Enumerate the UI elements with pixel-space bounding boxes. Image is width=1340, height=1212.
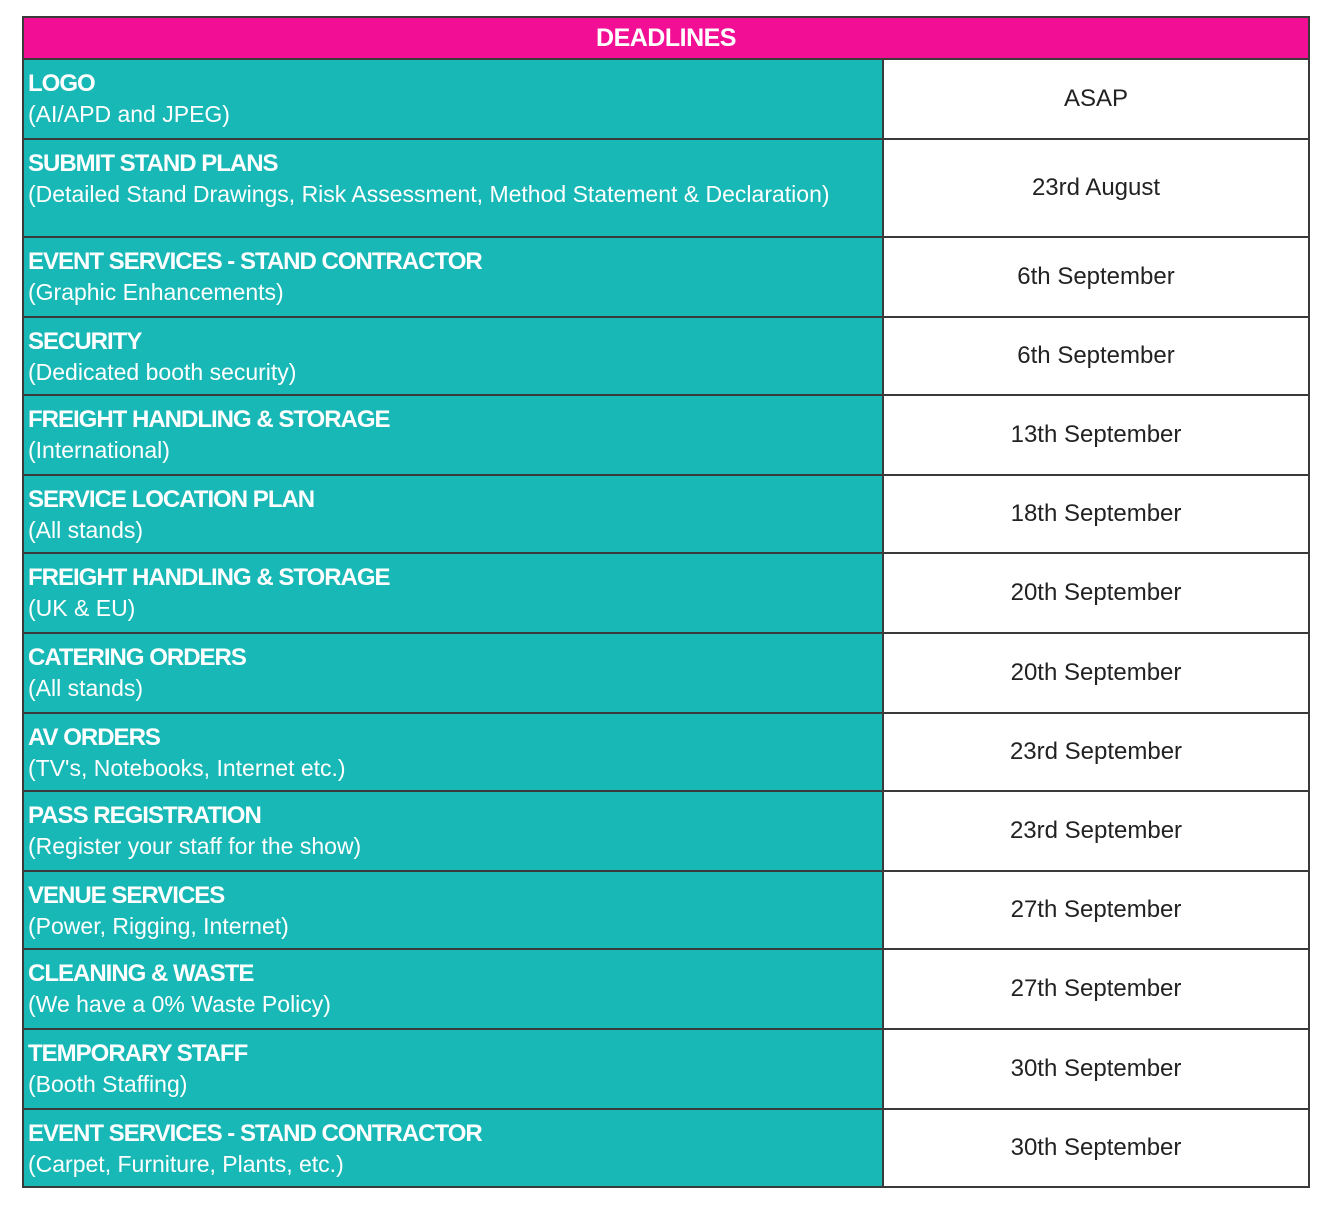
deadline-item-subtitle: (Dedicated booth security) (28, 359, 297, 385)
deadline-item-subtitle: (Carpet, Furniture, Plants, etc.) (28, 1151, 344, 1177)
deadlines-rows (23, 59, 1309, 1187)
deadline-item-subtitle: (Power, Rigging, Internet) (28, 913, 289, 939)
deadline-item-subtitle: (Booth Staffing) (28, 1071, 188, 1097)
deadline-date: 18th September (883, 475, 1309, 553)
deadline-item-title: CLEANING & WASTE (28, 960, 254, 987)
deadline-date: 23rd September (883, 713, 1309, 791)
table-row (23, 553, 1309, 633)
deadline-date: 23rd September (883, 791, 1309, 871)
deadline-item (23, 237, 883, 317)
deadline-item (23, 139, 883, 237)
table-row (23, 949, 1309, 1029)
deadline-item (23, 59, 883, 139)
deadline-date: 6th September (883, 317, 1309, 395)
deadline-item (23, 395, 883, 475)
deadline-date: 23rd August (883, 139, 1309, 237)
deadline-item (23, 475, 883, 553)
deadline-date: 13th September (883, 395, 1309, 475)
deadline-item-subtitle: (Detailed Stand Drawings, Risk Assessment, Method Statement & Declaration) (28, 181, 830, 207)
table-row (23, 395, 1309, 475)
deadline-item-title: SUBMIT STAND PLANS (28, 150, 278, 177)
deadlines-header: DEADLINES (23, 17, 1309, 59)
deadline-date: 20th September (883, 553, 1309, 633)
deadline-item (23, 1029, 883, 1109)
deadline-date: 20th September (883, 633, 1309, 713)
deadline-item (23, 317, 883, 395)
deadline-date: 30th September (883, 1109, 1309, 1187)
deadline-item-title: SERVICE LOCATION PLAN (28, 486, 315, 513)
deadline-item-subtitle: (We have a 0% Waste Policy) (28, 991, 331, 1017)
deadline-item (23, 791, 883, 871)
table-row (23, 871, 1309, 949)
table-row (23, 475, 1309, 553)
table-row (23, 791, 1309, 871)
deadline-item (23, 1109, 883, 1187)
deadline-item (23, 871, 883, 949)
deadline-item-title: VENUE SERVICES (28, 882, 225, 909)
header-row (23, 17, 1309, 59)
deadline-item-title: FREIGHT HANDLING & STORAGE (28, 564, 390, 591)
deadline-item-subtitle: (International) (28, 437, 170, 463)
deadline-date: 27th September (883, 949, 1309, 1029)
deadline-item (23, 949, 883, 1029)
deadline-item-title: CATERING ORDERS (28, 644, 246, 671)
deadline-item-title: AV ORDERS (28, 724, 160, 751)
deadline-item-title: EVENT SERVICES - STAND CONTRACTOR (28, 248, 482, 275)
deadlines-table (22, 16, 1310, 1188)
deadline-item-subtitle: (All stands) (28, 517, 144, 543)
deadline-item (23, 633, 883, 713)
deadline-date: ASAP (883, 59, 1309, 139)
deadline-date: 27th September (883, 871, 1309, 949)
deadline-item-subtitle: (UK & EU) (28, 595, 136, 621)
deadline-item-title: EVENT SERVICES - STAND CONTRACTOR (28, 1120, 482, 1147)
table-row (23, 139, 1309, 237)
deadline-item-title: LOGO (28, 70, 95, 97)
table-row (23, 59, 1309, 139)
table-row (23, 713, 1309, 791)
deadline-item-title: FREIGHT HANDLING & STORAGE (28, 406, 390, 433)
deadline-item-subtitle: (AI/APD and JPEG) (28, 101, 230, 127)
deadline-item (23, 713, 883, 791)
deadline-date: 30th September (883, 1029, 1309, 1109)
table-row (23, 633, 1309, 713)
table-row (23, 317, 1309, 395)
deadline-item-subtitle: (All stands) (28, 675, 144, 701)
table-row (23, 237, 1309, 317)
deadline-item-subtitle: (Graphic Enhancements) (28, 279, 284, 305)
deadline-item-title: SECURITY (28, 328, 142, 355)
deadline-item (23, 553, 883, 633)
table-row (23, 1029, 1309, 1109)
deadline-item-subtitle: (TV's, Notebooks, Internet etc.) (28, 755, 346, 781)
table-row (23, 1109, 1309, 1187)
deadline-item-title: TEMPORARY STAFF (28, 1040, 248, 1067)
deadline-date: 6th September (883, 237, 1309, 317)
deadline-item-title: PASS REGISTRATION (28, 802, 261, 829)
deadline-item-subtitle: (Register your staff for the show) (28, 833, 362, 859)
